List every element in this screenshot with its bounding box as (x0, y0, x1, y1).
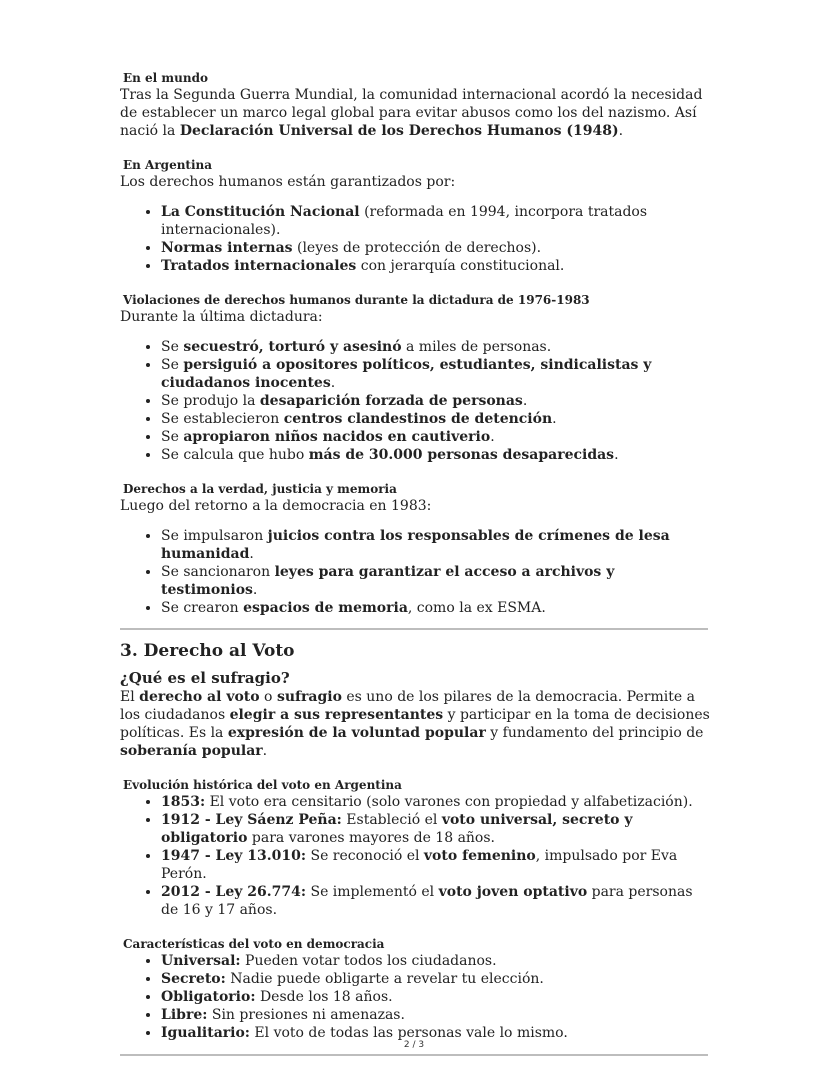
heading-en-argentina: En Argentina (123, 158, 213, 172)
paragraph-en-el-mundo: Tras la Segunda Guerra Mundial, la comunidad internacional acordó la necesidad de establecer un marco legal global para evitar abusos como los del nazismo. Así nació la Declaración Universal de los Derechos Humanos (1948). (120, 87, 703, 139)
list-item: • 1912 - Ley Sáenz Peña: Estableció el voto universal, secreto y obligatorio para varones mayores de 18 años. (161, 811, 710, 847)
document-body (120, 70, 710, 1056)
list-caracteristicas (120, 952, 710, 1042)
list-item: • Se produjo la desaparición forzada de personas. (161, 392, 710, 410)
list-item: • Se crearon espacios de memoria, como la ex ESMA. (161, 599, 710, 617)
section-title-derecho-al-voto: 3. Derecho al Voto (120, 641, 295, 661)
list-item: • Igualitario: El voto de todas las personas vale lo mismo. (161, 1024, 710, 1042)
heading-violaciones: Violaciones de derechos humanos durante la dictadura de 1976-1983 (123, 293, 590, 307)
list-verdad (120, 527, 710, 617)
list-item: • Secreto: Nadie puede obligarte a revelar tu elección. (161, 970, 710, 988)
list-item: • Se calcula que hubo más de 30.000 personas desaparecidas. (161, 446, 710, 464)
page-number: 2 / 3 (403, 1040, 425, 1050)
paragraph-violaciones-intro: Durante la última dictadura: (120, 309, 323, 325)
section-divider (120, 1054, 708, 1056)
list-item: • 1947 - Ley 13.010: Se reconoció el voto femenino, impulsado por Eva Perón. (161, 847, 710, 883)
list-argentina (120, 203, 710, 275)
list-item: • Se establecieron centros clandestinos de detención. (161, 410, 710, 428)
list-item: • Universal: Pueden votar todos los ciudadanos. (161, 952, 710, 970)
list-item: • 1853: El voto era censitario (solo varones con propiedad y alfabetización). (161, 793, 710, 811)
list-item: • Se persiguió a opositores políticos, estudiantes, sindicalistas y ciudadanos inocentes. (161, 356, 710, 392)
heading-evolucion-historica: Evolución histórica del voto en Argentina (123, 778, 402, 792)
heading-caracteristicas: Características del voto en democracia (123, 937, 385, 951)
list-item: • Obligatorio: Desde los 18 años. (161, 988, 710, 1006)
list-evolucion (120, 793, 710, 919)
list-item: • Normas internas (leyes de protección de derechos). (161, 239, 710, 257)
list-violaciones (120, 338, 710, 464)
paragraph-verdad-intro: Luego del retorno a la democracia en 1983: (120, 498, 432, 514)
paragraph-sufragio: El derecho al voto o sufragio es uno de los pilares de la democracia. Permite a los ciudadanos elegir a sus representantes y participar en la toma de decisiones políticas. Es la expresión de la voluntad popular y fundamento del principio de soberanía popular. (120, 689, 710, 759)
heading-en-el-mundo: En el mundo (123, 71, 208, 85)
list-item: • Se impulsaron juicios contra los responsables de crímenes de lesa humanidad. (161, 527, 710, 563)
list-item: • Se apropiaron niños nacidos en cautiverio. (161, 428, 710, 446)
list-item: • Se sancionaron leyes para garantizar el acceso a archivos y testimonios. (161, 563, 710, 599)
subtitle-que-es-el-sufragio: ¿Qué es el sufragio? (120, 669, 290, 687)
list-item: • Tratados internacionales con jerarquía constitucional. (161, 257, 710, 275)
list-item: • 2012 - Ley 26.774: Se implementó el voto joven optativo para personas de 16 y 17 años. (161, 883, 710, 919)
list-item: • Libre: Sin presiones ni amenazas. (161, 1006, 710, 1024)
list-item: • La Constitución Nacional (reformada en 1994, incorpora tratados internacionales). (161, 203, 710, 239)
paragraph-argentina-intro: Los derechos humanos están garantizados por: (120, 174, 456, 190)
list-item: • Se secuestró, torturó y asesinó a miles de personas. (161, 338, 710, 356)
heading-verdad-justicia-memoria: Derechos a la verdad, justicia y memoria (123, 482, 397, 496)
